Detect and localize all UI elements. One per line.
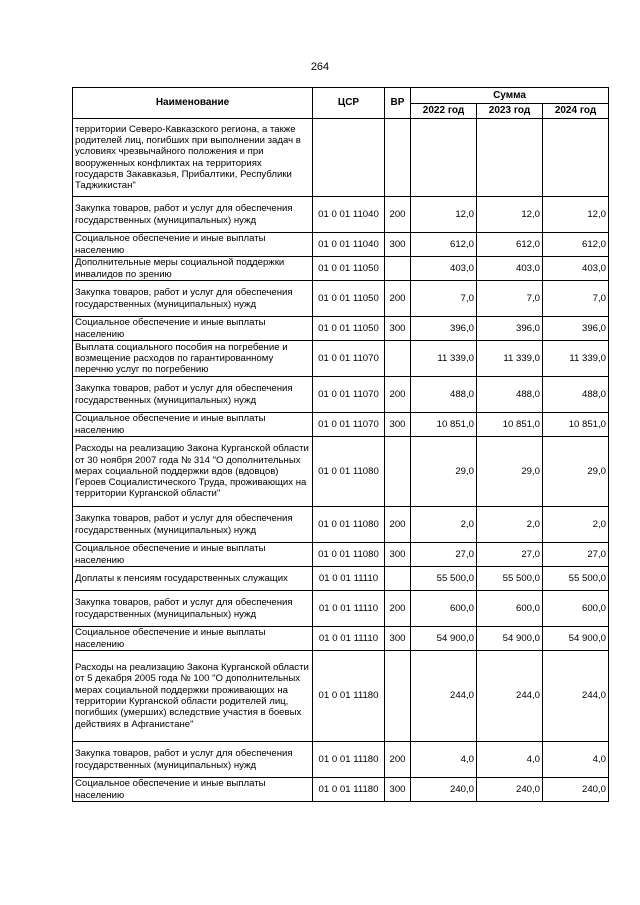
row-vr-code [385, 341, 411, 377]
header-vr: ВР [385, 88, 411, 119]
table-row [73, 567, 609, 591]
row-sum-2023: 55 500,0 [477, 567, 543, 591]
table-row [73, 543, 609, 567]
row-sum-2024: 488,0 [543, 377, 609, 413]
row-name: Доплаты к пенсиям государственных служащих [73, 567, 313, 591]
row-vr-code: 200 [385, 507, 411, 543]
row-sum-2023: 240,0 [477, 778, 543, 802]
row-csr-code: 01 0 01 11110 [313, 567, 385, 591]
row-name: Закупка товаров, работ и услуг для обеспечения государственных (муниципальных) нужд [73, 591, 313, 627]
row-sum-2024: 396,0 [543, 317, 609, 341]
row-vr-code: 200 [385, 281, 411, 317]
row-sum-2022: 612,0 [411, 233, 477, 257]
table-row [73, 377, 609, 413]
row-name: Дополнительные меры социальной поддержки инвалидов по зрению [73, 257, 313, 281]
row-name: Закупка товаров, работ и услуг для обеспечения государственных (муниципальных) нужд [73, 507, 313, 543]
row-sum-2024: 403,0 [543, 257, 609, 281]
row-csr-code: 01 0 01 11040 [313, 233, 385, 257]
row-name: Социальное обеспечение и иные выплаты населению [73, 778, 313, 802]
table-row [73, 742, 609, 778]
row-name: Расходы на реализацию Закона Курганской области от 5 декабря 2005 года № 100 "О дополнительных мерах социальной поддержки проживающих на территории Курганской области родителей лиц, погибших (умерших) вследствие участия в боевых действиях в Афганистане" [73, 651, 313, 742]
row-sum-2022: 55 500,0 [411, 567, 477, 591]
row-csr-code: 01 0 01 11080 [313, 543, 385, 567]
row-vr-code [385, 567, 411, 591]
row-sum-2022: 7,0 [411, 281, 477, 317]
row-sum-2024: 11 339,0 [543, 341, 609, 377]
row-sum-2024: 10 851,0 [543, 413, 609, 437]
row-csr-code: 01 0 01 11180 [313, 778, 385, 802]
row-sum-2023: 244,0 [477, 651, 543, 742]
row-vr-code: 300 [385, 778, 411, 802]
row-name: территории Северо-Кавказского региона, а также родителей лиц, погибших при выполнении задач в условиях чрезвычайного положения и при вооруженных конфликтах на территориях государств Закавказья, Прибалтики, Республики Таджикистан" [73, 119, 313, 197]
row-sum-2023: 2,0 [477, 507, 543, 543]
row-sum-2022: 488,0 [411, 377, 477, 413]
row-vr-code: 300 [385, 413, 411, 437]
row-name: Социальное обеспечение и иные выплаты населению [73, 627, 313, 651]
row-csr-code: 01 0 01 11070 [313, 341, 385, 377]
table-row [73, 591, 609, 627]
row-sum-2024 [543, 119, 609, 197]
row-sum-2024: 7,0 [543, 281, 609, 317]
row-name: Закупка товаров, работ и услуг для обеспечения государственных (муниципальных) нужд [73, 377, 313, 413]
table-row [73, 317, 609, 341]
row-sum-2022: 244,0 [411, 651, 477, 742]
header-csr: ЦСР [313, 88, 385, 119]
row-name: Социальное обеспечение и иные выплаты населению [73, 317, 313, 341]
row-vr-code: 300 [385, 627, 411, 651]
row-sum-2024: 244,0 [543, 651, 609, 742]
table-row [73, 627, 609, 651]
row-sum-2023: 403,0 [477, 257, 543, 281]
row-sum-2022: 27,0 [411, 543, 477, 567]
row-sum-2022: 2,0 [411, 507, 477, 543]
row-vr-code [385, 651, 411, 742]
row-vr-code: 200 [385, 197, 411, 233]
row-sum-2023: 600,0 [477, 591, 543, 627]
row-sum-2022: 4,0 [411, 742, 477, 778]
row-vr-code [385, 257, 411, 281]
row-csr-code: 01 0 01 11070 [313, 413, 385, 437]
row-sum-2023 [477, 119, 543, 197]
row-csr-code: 01 0 01 11080 [313, 437, 385, 507]
row-sum-2022: 10 851,0 [411, 413, 477, 437]
row-csr-code: 01 0 01 11040 [313, 197, 385, 233]
row-sum-2022: 600,0 [411, 591, 477, 627]
table-row [73, 437, 609, 507]
row-csr-code: 01 0 01 11080 [313, 507, 385, 543]
page-number: 264 [310, 61, 330, 73]
row-vr-code: 300 [385, 543, 411, 567]
row-sum-2023: 11 339,0 [477, 341, 543, 377]
row-sum-2024: 612,0 [543, 233, 609, 257]
row-csr-code [313, 119, 385, 197]
table-row [73, 281, 609, 317]
table-row [73, 507, 609, 543]
row-csr-code: 01 0 01 11110 [313, 591, 385, 627]
row-sum-2023: 29,0 [477, 437, 543, 507]
row-sum-2023: 396,0 [477, 317, 543, 341]
row-sum-2024: 600,0 [543, 591, 609, 627]
table-row [73, 257, 609, 281]
budget-table [72, 87, 609, 802]
row-vr-code: 200 [385, 591, 411, 627]
row-sum-2023: 4,0 [477, 742, 543, 778]
row-csr-code: 01 0 01 11180 [313, 651, 385, 742]
row-vr-code: 200 [385, 377, 411, 413]
table-row [73, 233, 609, 257]
row-sum-2023: 12,0 [477, 197, 543, 233]
table-row [73, 341, 609, 377]
row-name: Закупка товаров, работ и услуг для обеспечения государственных (муниципальных) нужд [73, 742, 313, 778]
row-sum-2024: 27,0 [543, 543, 609, 567]
row-name: Социальное обеспечение и иные выплаты населению [73, 413, 313, 437]
row-sum-2022 [411, 119, 477, 197]
row-sum-2024: 2,0 [543, 507, 609, 543]
row-sum-2022: 403,0 [411, 257, 477, 281]
header-year-2024: 2024 год [543, 104, 609, 119]
row-sum-2022: 11 339,0 [411, 341, 477, 377]
row-csr-code: 01 0 01 11050 [313, 317, 385, 341]
row-csr-code: 01 0 01 11180 [313, 742, 385, 778]
table-row [73, 197, 609, 233]
row-csr-code: 01 0 01 11070 [313, 377, 385, 413]
row-vr-code: 300 [385, 233, 411, 257]
row-sum-2022: 29,0 [411, 437, 477, 507]
row-sum-2024: 12,0 [543, 197, 609, 233]
row-sum-2022: 240,0 [411, 778, 477, 802]
table-row [73, 651, 609, 742]
row-sum-2023: 27,0 [477, 543, 543, 567]
row-csr-code: 01 0 01 11050 [313, 257, 385, 281]
row-vr-code [385, 437, 411, 507]
table-row [73, 119, 609, 197]
table-body [73, 119, 609, 802]
row-sum-2024: 4,0 [543, 742, 609, 778]
header-name: Наименование [73, 88, 313, 119]
row-sum-2023: 612,0 [477, 233, 543, 257]
row-name: Выплата социального пособия на погребение и возмещение расходов по гарантированному перечню услуг по погребению [73, 341, 313, 377]
header-year-2022: 2022 год [411, 104, 477, 119]
row-name: Закупка товаров, работ и услуг для обеспечения государственных (муниципальных) нужд [73, 197, 313, 233]
table-row [73, 413, 609, 437]
row-csr-code: 01 0 01 11110 [313, 627, 385, 651]
row-sum-2024: 54 900,0 [543, 627, 609, 651]
row-csr-code: 01 0 01 11050 [313, 281, 385, 317]
row-sum-2023: 488,0 [477, 377, 543, 413]
row-vr-code: 300 [385, 317, 411, 341]
row-sum-2023: 7,0 [477, 281, 543, 317]
row-sum-2024: 240,0 [543, 778, 609, 802]
row-sum-2023: 54 900,0 [477, 627, 543, 651]
row-name: Расходы на реализацию Закона Курганской области от 30 ноября 2007 года № 314 "О дополнительных мерах социальной поддержки вдов (вдовцов) Героев Социалистического Труда, проживающих на территории Курганской области" [73, 437, 313, 507]
header-sum: Сумма [411, 88, 609, 104]
row-sum-2022: 396,0 [411, 317, 477, 341]
row-sum-2024: 55 500,0 [543, 567, 609, 591]
row-name: Социальное обеспечение и иные выплаты населению [73, 543, 313, 567]
row-name: Закупка товаров, работ и услуг для обеспечения государственных (муниципальных) нужд [73, 281, 313, 317]
header-year-2023: 2023 год [477, 104, 543, 119]
row-vr-code: 200 [385, 742, 411, 778]
row-vr-code [385, 119, 411, 197]
row-sum-2022: 12,0 [411, 197, 477, 233]
table-row [73, 778, 609, 802]
row-sum-2024: 29,0 [543, 437, 609, 507]
row-sum-2022: 54 900,0 [411, 627, 477, 651]
row-name: Социальное обеспечение и иные выплаты населению [73, 233, 313, 257]
row-sum-2023: 10 851,0 [477, 413, 543, 437]
